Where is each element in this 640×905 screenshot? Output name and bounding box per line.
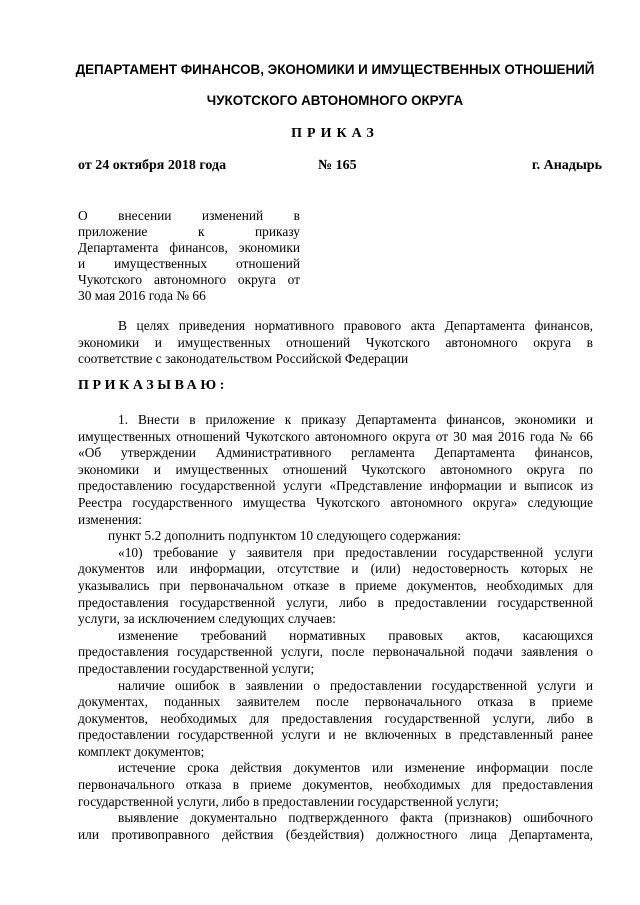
body-line: документах, поданных заявителем после первоначального отказа в приеме	[78, 694, 593, 710]
body-line: предоставления государственной услуги, после первоначальной подачи заявления о	[78, 644, 593, 660]
body-line: имущественных отношений Чукотского автономного округа от 30 мая 2016 года № 66	[78, 428, 593, 444]
preamble-line: В целях приведения нормативного правового акта Департамента финансов,	[118, 318, 593, 333]
order-place: г. Анадырь	[531, 158, 602, 173]
header-line-1: ДЕПАРТАМЕНТ ФИНАНСОВ, ЭКОНОМИКИ И ИМУЩЕСТВЕННЫХ ОТНОШЕНИЙ	[75, 62, 595, 77]
order-body	[78, 412, 593, 843]
body-line: пункт 5.2 дополнить подпунктом 10 следующего содержания:	[108, 528, 461, 544]
subject-line: Департамента финансов, экономики	[78, 240, 300, 255]
body-line: истечение срока действия документов или изменение информации после	[118, 760, 593, 776]
body-line: комплект документов;	[78, 743, 205, 759]
subject-line: Чукотского автономного округа от	[78, 272, 300, 287]
order-number: № 165	[318, 158, 357, 173]
subject-line: и имущественных отношений	[78, 256, 300, 271]
body-line: предоставлении государственной услуги;	[78, 660, 315, 676]
body-line: услуги, за исключением следующих случаев:	[78, 611, 336, 627]
body-line: выявление документально подтвержденного факта (признаков) ошибочного	[118, 810, 593, 826]
body-line: 1. Внести в приложение к приказу Департамента финансов, экономики и	[118, 412, 593, 427]
body-line: предоставления государственной услуги, либо в предоставлении государственной	[78, 594, 593, 610]
body-line: изменение требований нормативных правовых актов, касающихся	[118, 627, 593, 643]
preamble-line: экономики и имущественных отношений Чукотского автономного округа в	[78, 334, 593, 350]
body-line: «Об утверждении Административного регламента Департамента финансов,	[78, 445, 593, 461]
body-line: первоначального отказа в приеме документов, необходимых для предоставления	[78, 777, 593, 793]
body-line: изменения:	[78, 511, 143, 527]
body-line: указывались при первоначальном отказе в приеме документов, необходимых для	[78, 577, 593, 593]
order-subject	[78, 208, 300, 304]
body-line: Реестра государственного имущества Чукотского автономного округа» следующие	[78, 494, 593, 510]
body-line: наличие ошибок в заявлении о предоставлении государственной услуги и	[118, 677, 593, 693]
subject-line: О внесении изменений в	[78, 208, 300, 223]
body-line: предоставлению государственной услуги «Представление информации и выписок из	[78, 478, 593, 494]
body-line: государственной услуги, либо в предоставлении государственной услуги;	[78, 793, 499, 809]
preamble	[78, 318, 593, 368]
decree-word: ПРИКАЗЫВАЮ:	[78, 378, 228, 393]
subject-line: приложение к приказу	[78, 224, 300, 239]
header-line-2: ЧУКОТСКОГО АВТОНОМНОГО ОКРУГА	[206, 93, 464, 108]
body-line: документов, необходимых для предоставления государственной услуги, либо в	[78, 710, 593, 726]
body-line: или противоправного действия (бездействия) должностного лица Департамента,	[78, 826, 593, 842]
body-line: «10) требование у заявителя при предоставлении государственной услуги	[118, 544, 593, 560]
subject-line: 30 мая 2016 года № 66	[78, 288, 206, 303]
preamble-line: соответствие с законодательством Российской Федерации	[78, 351, 409, 367]
body-line: документов или информации, отсутствие и (или) недостоверность которых не	[78, 561, 593, 577]
order-date: от 24 октября 2018 года	[78, 158, 227, 173]
body-line: экономики и имущественных отношений Чукотского автономного округа по	[78, 461, 593, 477]
order-title: ПРИКАЗ	[291, 126, 379, 141]
body-line: предоставлении государственной услуги и не включенных в представленный ранее	[78, 727, 593, 743]
